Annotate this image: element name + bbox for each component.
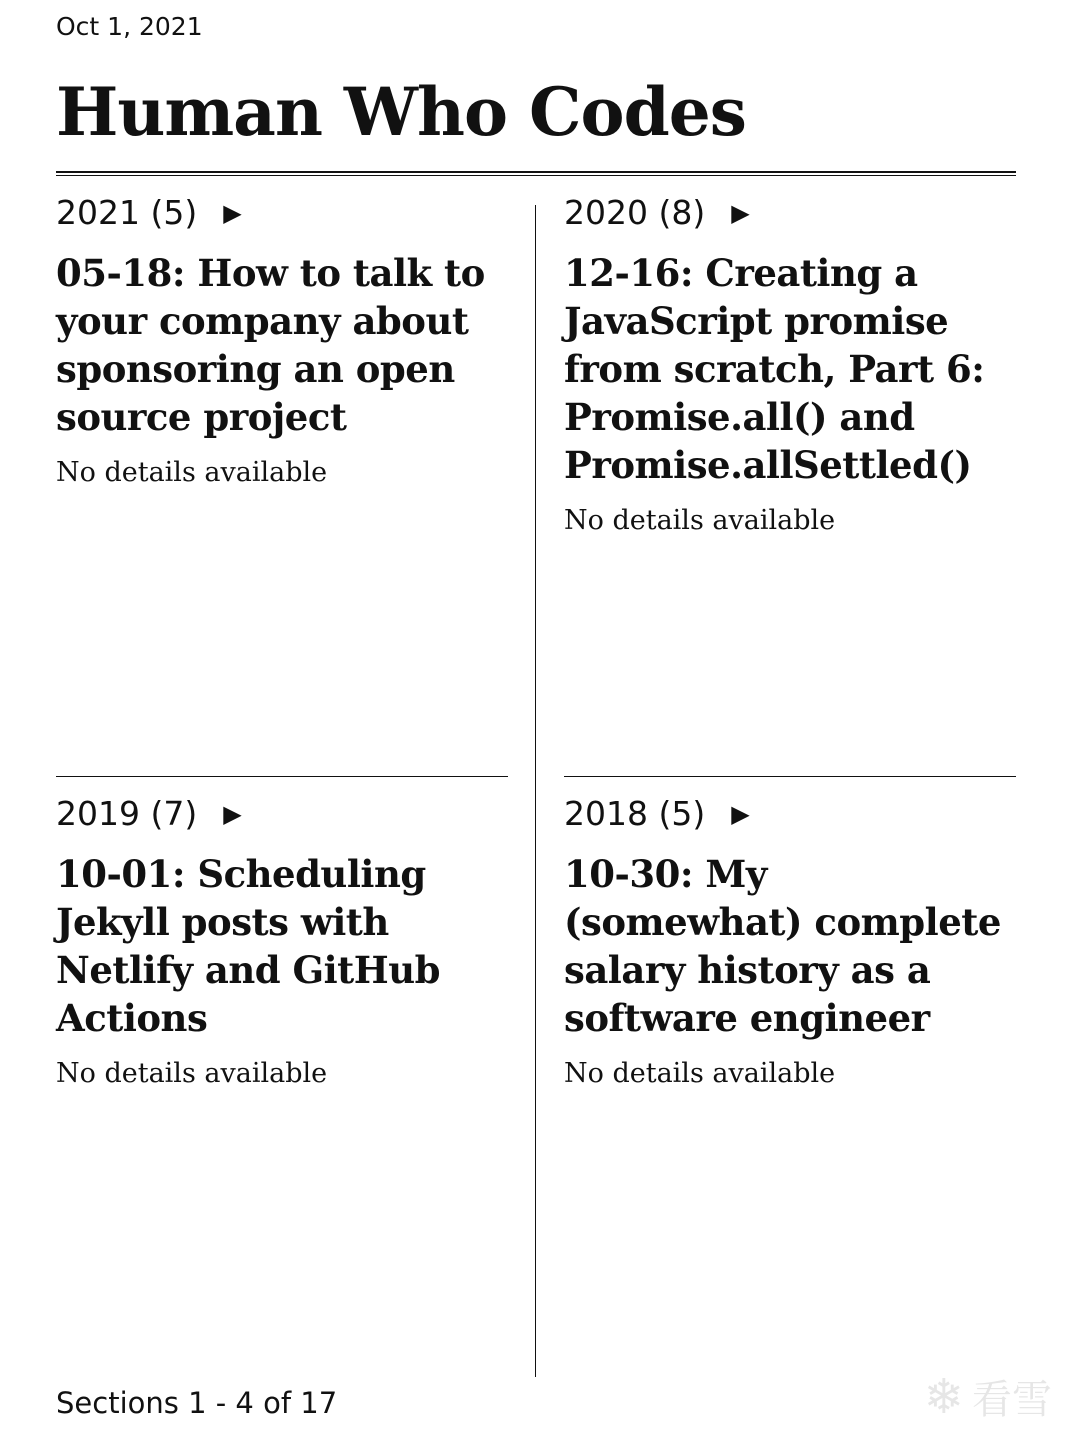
year-toggle[interactable]: [564, 794, 1016, 834]
expand-arrow-icon[interactable]: ▶: [731, 800, 750, 828]
expand-arrow-icon[interactable]: ▶: [731, 199, 750, 227]
post-details: No details available: [56, 1058, 328, 1089]
year-toggle[interactable]: [56, 794, 508, 834]
expand-arrow-icon[interactable]: ▶: [223, 800, 242, 828]
post-title-link[interactable]: 10-01: Scheduling Jekyll posts with Netlify and GitHub Actions: [56, 852, 440, 1040]
pagination-status: Sections 1 - 4 of 17: [56, 1386, 338, 1420]
post-details: No details available: [56, 457, 328, 488]
expand-arrow-icon[interactable]: ▶: [223, 199, 242, 227]
year-label: 2019 (7): [56, 794, 198, 833]
watermark: [924, 1368, 1052, 1425]
post-title-link[interactable]: 05-18: How to talk to your company about sponsoring an open source project: [56, 251, 485, 439]
row-divider-right: [564, 776, 1016, 777]
header-date: Oct 1, 2021: [56, 12, 203, 41]
year-label: 2021 (5): [56, 193, 198, 232]
year-toggle[interactable]: [56, 193, 508, 233]
year-label: 2020 (8): [564, 193, 706, 232]
section-cell: [564, 794, 1016, 1089]
header-rule: [56, 171, 1016, 173]
page-title: Human Who Codes: [56, 73, 746, 151]
watermark-text: 看雪: [972, 1377, 1052, 1423]
section-cell: [56, 794, 508, 1089]
post-details: No details available: [564, 1058, 836, 1089]
year-label: 2018 (5): [564, 794, 706, 833]
section-cell: [56, 193, 508, 488]
post-title-link[interactable]: 12-16: Creating a JavaScript promise from scratch, Part 6: Promise.all() and Promise.allSettled(): [564, 251, 985, 487]
row-divider-left: [56, 776, 508, 777]
header-rule-thin: [56, 175, 1016, 176]
snowflake-icon: ❄: [923, 1368, 964, 1425]
column-divider: [535, 205, 536, 1377]
section-cell: [564, 193, 1016, 536]
post-title-link[interactable]: 10-30: My (somewhat) complete salary history as a software engineer: [564, 852, 1001, 1040]
year-toggle[interactable]: [564, 193, 1016, 233]
post-details: No details available: [564, 505, 836, 536]
